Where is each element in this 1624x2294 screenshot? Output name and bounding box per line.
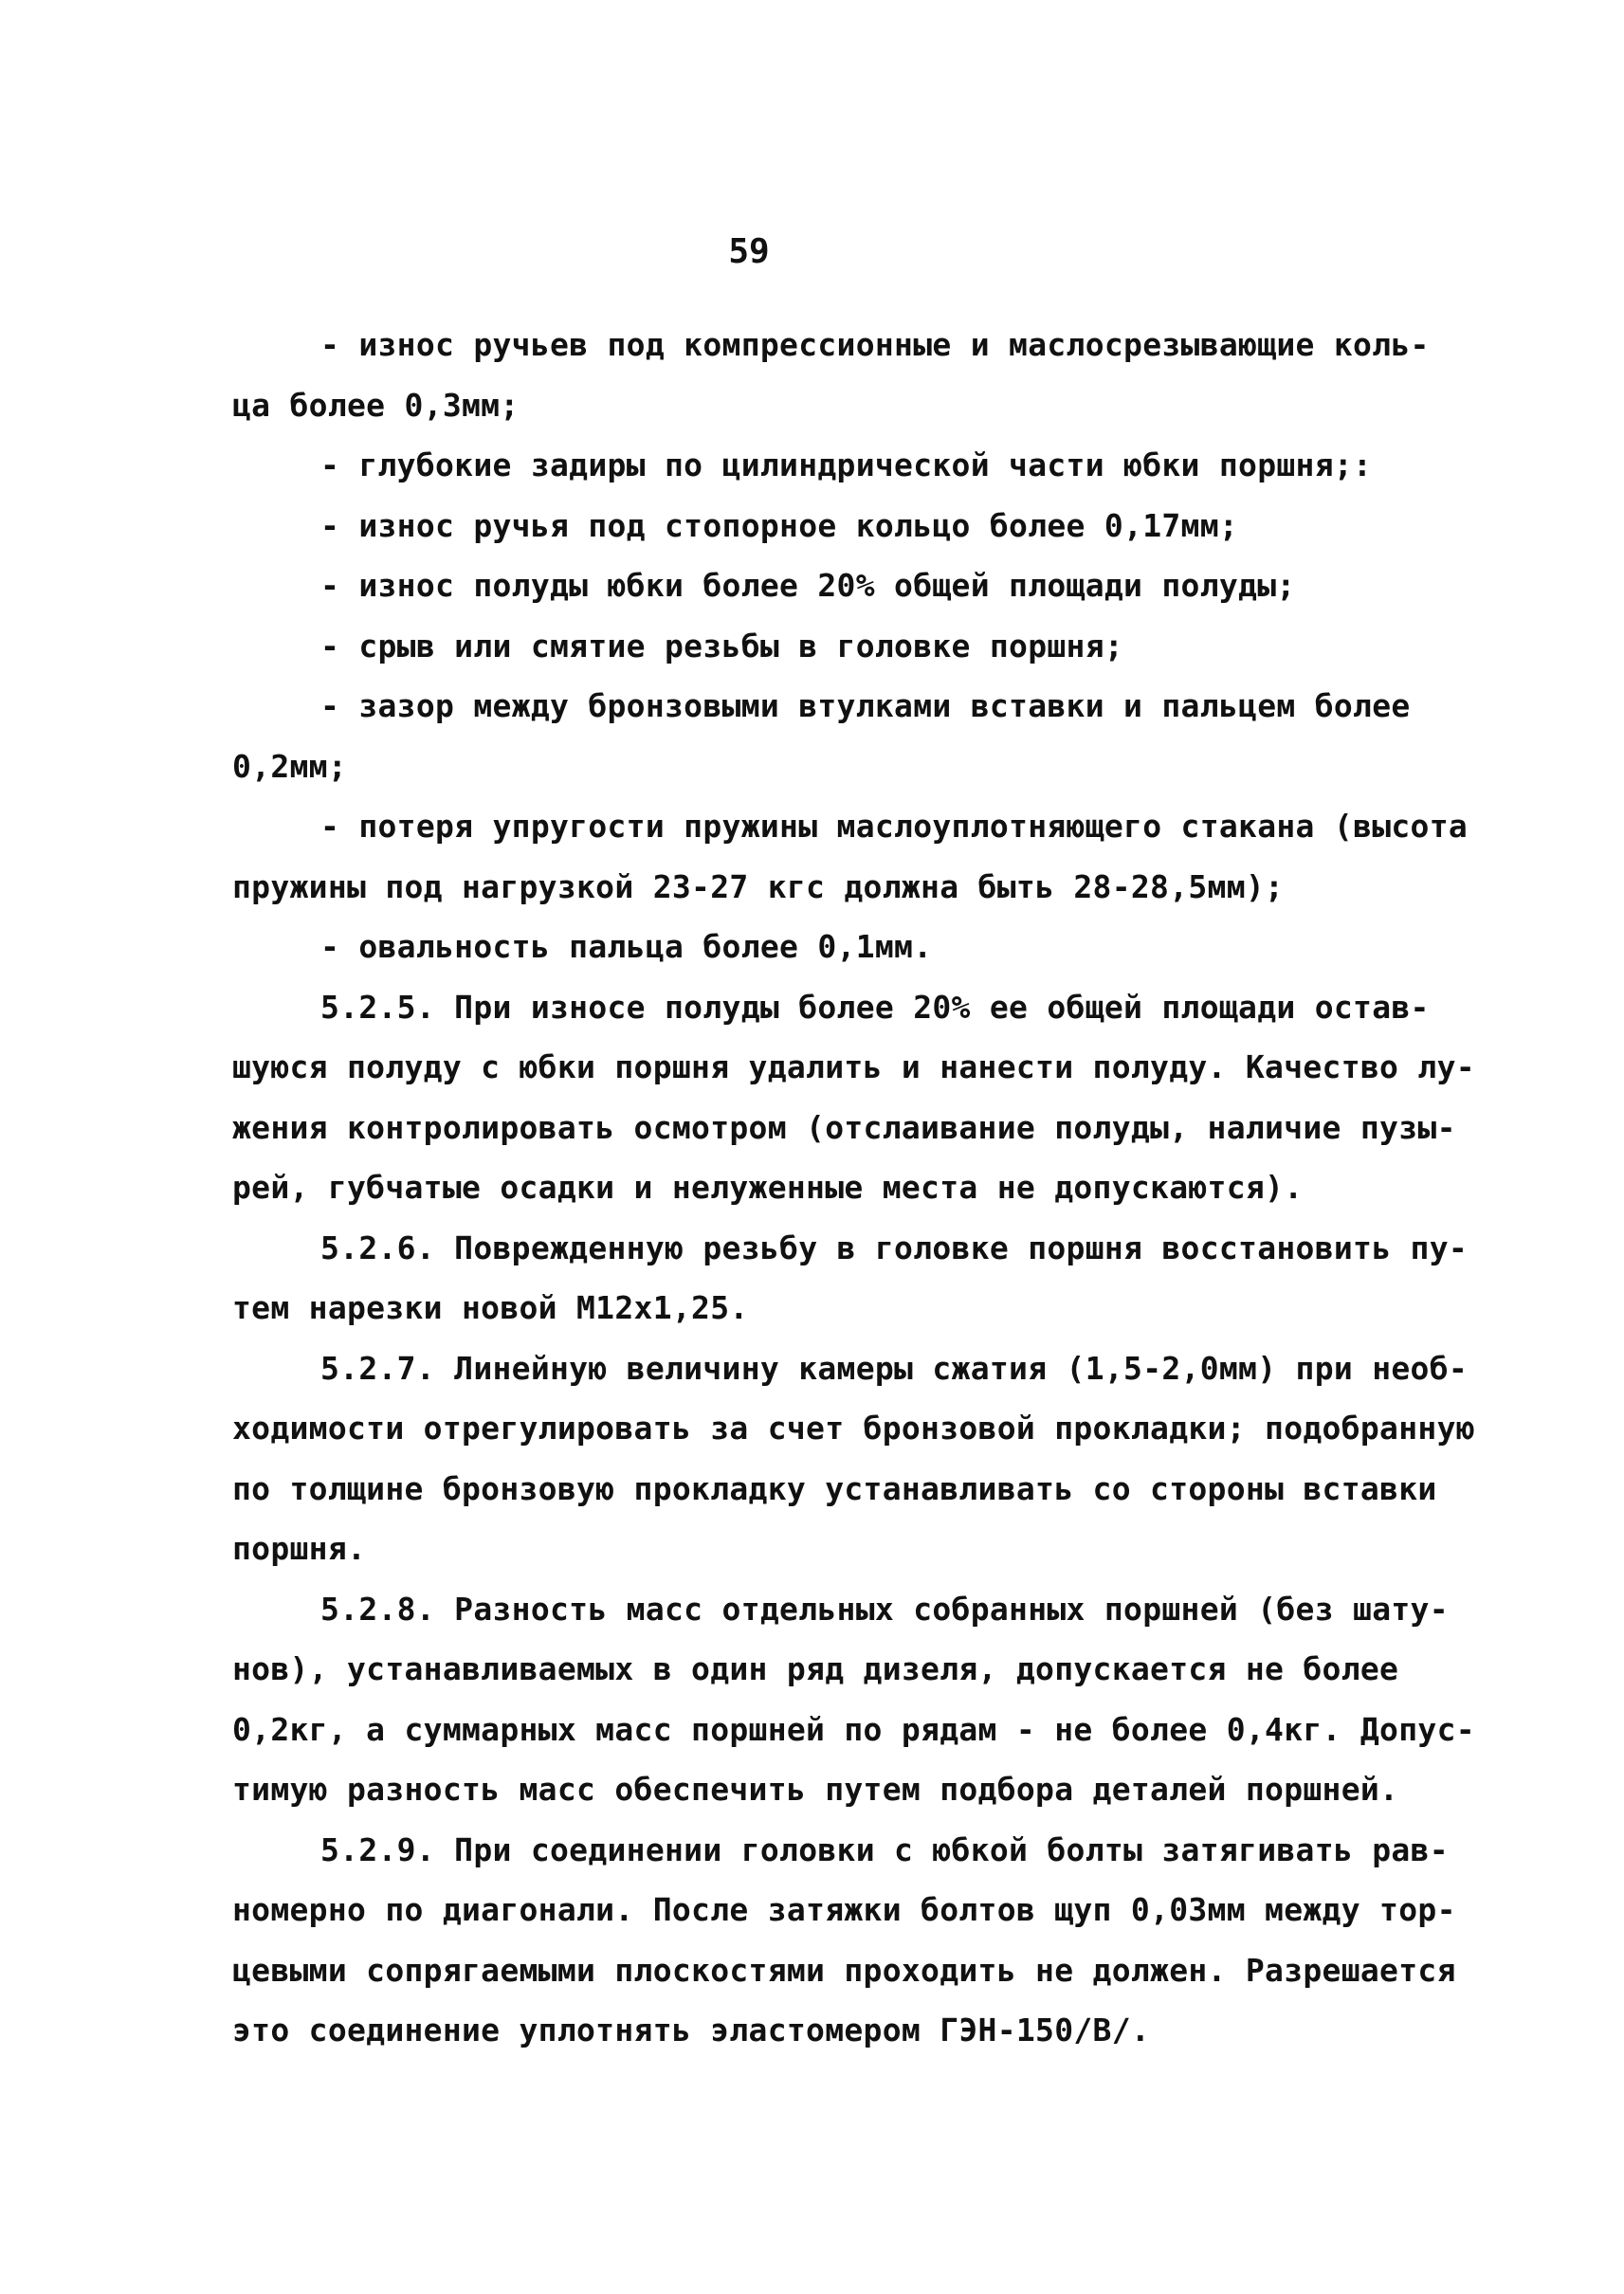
text-line: 5.2.8. Разность масс отдельных собранных поршней (без шату- (320, 1590, 1449, 1628)
text-line: - зазор между бронзовыми втулками вставки и пальцем более (320, 687, 1411, 724)
text-line: 5.2.7. Линейную величину камеры сжатия (1,5-2,0мм) при необ- (320, 1349, 1469, 1387)
text-line: - износ полуды юбки более 20% общей площади полуды; (320, 567, 1296, 604)
text-line: жения контролировать осмотром (отслаивание полуды, наличие пузы- (232, 1108, 1456, 1146)
text-line: - потеря упругости пружины маслоуплотняющего стакана (высота (320, 808, 1469, 845)
body-text (232, 315, 1475, 2061)
text-line: номерно по диагонали. После затяжки болтов щуп 0,03мм между тор- (232, 1891, 1456, 1928)
text-line: 0,2кг, а суммарных масс поршней по рядам - не более 0,4кг. Допус- (232, 1710, 1475, 1748)
text-line: тем нарезки новой М12х1,25. (232, 1289, 749, 1326)
text-line: тимую разность масс обеспечить путем подбора деталей поршней. (232, 1771, 1399, 1808)
text-line: поршня. (232, 1530, 367, 1567)
text-line: 5.2.9. При соединении головки с юбкой болты затягивать рав- (320, 1830, 1449, 1868)
text-line: 5.2.6. Поврежденную резьбу в головке поршня восстановить пу- (320, 1229, 1469, 1266)
text-line: цевыми сопрягаемыми плоскостями проходить не должен. Разрешается (232, 1951, 1456, 1989)
text-line: нов), устанавливаемых в один ряд дизеля, допускается не более (232, 1650, 1399, 1687)
text-line: 0,2мм; (232, 747, 348, 785)
text-line: - износ ручья под стопорное кольцо более 0,17мм; (320, 506, 1239, 544)
text-line: - овальность пальца более 0,1мм. (320, 928, 933, 965)
text-line: 5.2.5. При износе полуды более 20% ее общей площади остав- (320, 988, 1430, 1026)
text-line: рей, губчатые осадки и нелуженные места не допускаются). (232, 1169, 1304, 1206)
text-line: это соединение уплотнять эластомером ГЭН-150/В/. (232, 2012, 1151, 2048)
text-line: - срыв или смятие резьбы в головке поршня; (320, 627, 1124, 665)
text-line: ца более 0,3мм; (232, 386, 520, 424)
text-line: ходимости отрегулировать за счет бронзовой прокладки; подобранную (232, 1410, 1475, 1447)
text-line: - глубокие задиры по цилиндрической части юбки поршня;: (320, 446, 1373, 483)
text-line: пружины под нагрузкой 23-27 кгс должна быть 28-28,5мм); (232, 867, 1285, 905)
text-line: - износ ручьев под компрессионные и маслосрезывающие коль- (320, 326, 1430, 363)
page-number: 59 (728, 232, 770, 271)
text-line: шуюся полуду с юбки поршня удалить и нанести полуду. Качество лу- (232, 1048, 1475, 1085)
text-line: по толщине бронзовую прокладку устанавливать со стороны вставки (232, 1469, 1437, 1507)
